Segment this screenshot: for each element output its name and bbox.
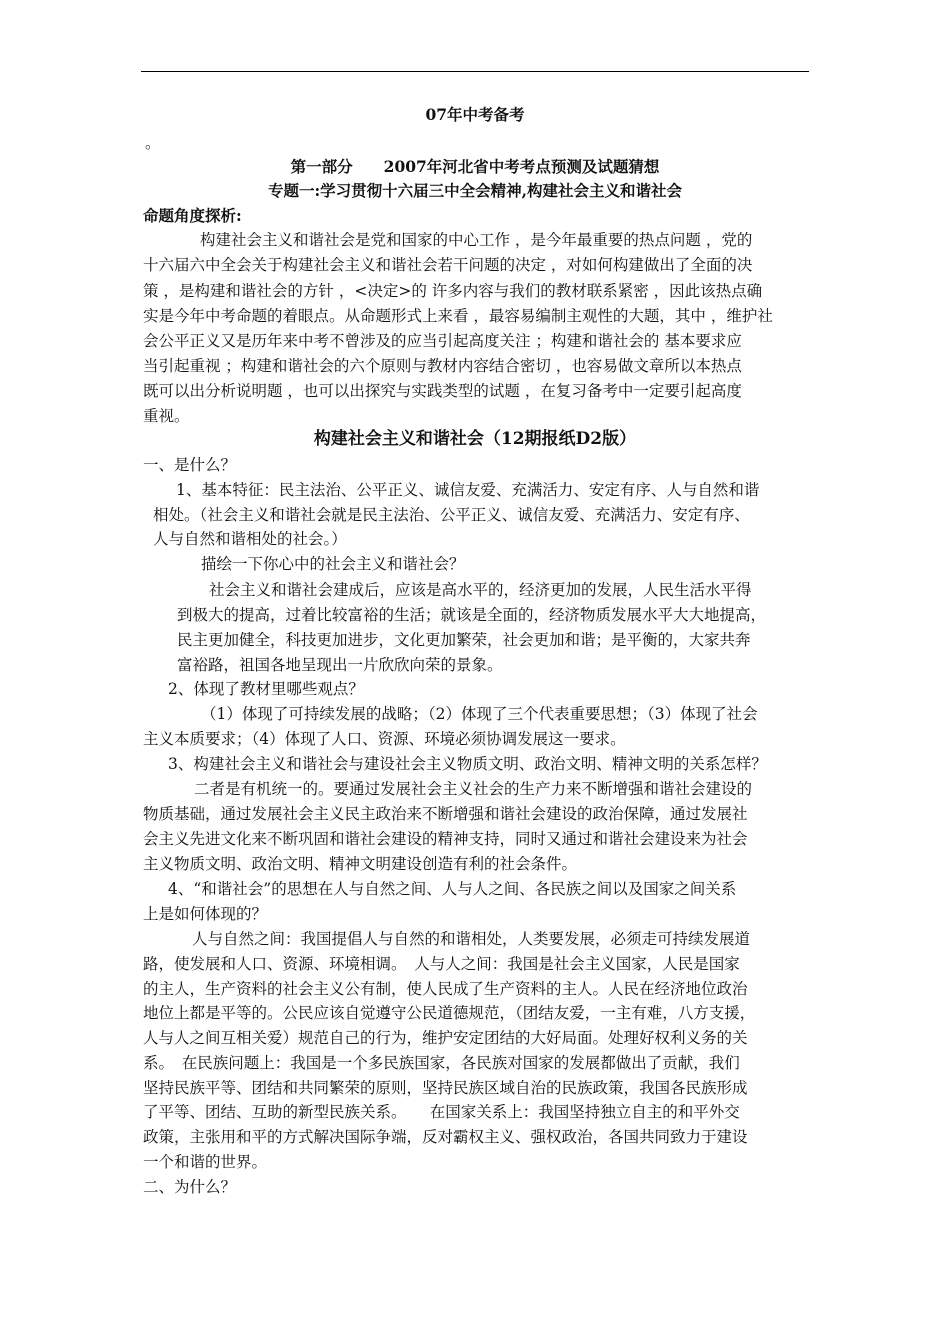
q1-heading: 一、是什么？: [143, 456, 237, 474]
describe-prompt: 描绘一下你心中的社会主义和谐社会？: [201, 555, 465, 573]
q1-4-line: 了平等、团结、互助的新型民族关系。 在国家关系上：我国坚持独立自主的和平外交: [143, 1103, 740, 1121]
q1-2-line: 主义本质要求；（4）体现了人口、资源、环境必须协调发展这一要求。: [143, 730, 626, 748]
describe-line: 社会主义和谐社会建成后，应该是高水平的，经济更加的发展，人民生活水平得: [209, 581, 752, 599]
intro-line: 实是今年中考命题的着眼点。从命题形式上来看 ，最容易编制主观性的大题，其中 ，维护社: [143, 307, 773, 325]
doc-title: 07年中考备考: [425, 105, 525, 124]
q1-4-heading: 4、“和谐社会”的思想在人与自然之间、人与人之间、各民族之间以及国家之间关系: [168, 880, 737, 898]
q1-4-line: 坚持民族平等、团结和共同繁荣的原则，坚持民族区域自治的民族政策，我国各民族形成: [143, 1079, 748, 1097]
q1-4-line: 路，使发展和人口、资源、环境相调。 人与人之间：我国是社会主义国家，人民是国家: [143, 955, 740, 973]
topic-heading: 专题一:学习贯彻十六届三中全会精神,构建社会主义和谐社会: [267, 181, 683, 200]
q1-4-heading: 上是如何体现的？: [143, 905, 268, 923]
intro-line: 重视。: [143, 407, 190, 425]
header-rule: [141, 71, 809, 72]
q1-3-line: 主义物质文明、政治文明、精神文明建设创造有利的社会条件。: [143, 855, 578, 873]
q1-4-line: 人与人之间互相关爱）规范自己的行为，维护安定团结的大好局面。处理好权利义务的关: [143, 1029, 748, 1047]
q1-3-line: 二者是有机统一的。要通过发展社会主义社会的生产力来不断增强和谐社会建设的: [194, 780, 753, 798]
q1-4-line: 一个和谐的世界。: [143, 1153, 268, 1171]
q1-3-line: 物质基础，通过发展社会主义民主政治来不断增强和谐社会建设的政治保障，通过发展社: [143, 805, 748, 823]
q1-3-heading: 3、构建社会主义和谐社会与建设社会主义物质文明、政治文明、精神文明的关系怎样？: [168, 755, 767, 773]
describe-line: 富裕路，祖国各地呈现出一片欣欣向荣的景象。: [177, 656, 503, 674]
intro-line: 十六届六中全会关于构建社会主义和谐社会若干问题的决定 ，对如何构建做出了全面的决: [143, 256, 753, 274]
q1-1-line: 相处。（社会主义和谐社会就是民主法治、公平正义、诚信友爱、充满活力、安定有序、: [153, 506, 750, 524]
q1-4-line: 地位上都是平等的。公民应该自觉遵守公民道德规范，（团结友爱，一主有难，八方支援，: [143, 1004, 756, 1022]
section-title: 构建社会主义和谐社会（12期报纸D2版）: [313, 429, 637, 449]
q1-4-line: 政策，主张用和平的方式解决国际争端，反对霸权主义、强权政治，各国共同致力于建设: [143, 1128, 748, 1146]
q1-2-heading: 2、体现了教材里哪些观点？: [168, 680, 364, 698]
intro-line: 策 ，是构建和谐社会的方针 ，<决定>的 许多内容与我们的教材联系紧密 ，因此该热点确: [143, 282, 763, 300]
q1-1-line: 1、基本特征：民主法治、公平正义、诚信友爱、充满活力、安定有序、人与自然和谐: [176, 481, 760, 499]
q1-1-line: 人与自然和谐相处的社会。）: [153, 530, 347, 548]
q1-3-line: 会主义先进文化来不断巩固和谐社会建设的精神支持，同时又通过和谐社会建设来为社会: [143, 830, 748, 848]
dot-mark: 。: [145, 134, 161, 152]
intro-line: 构建社会主义和谐社会是党和国家的中心工作 ，是今年最重要的热点问题 ，党的: [200, 231, 753, 249]
part-heading: 第一部分 2007年河北省中考考点预测及试题猜想: [290, 157, 660, 176]
analysis-label: 命题角度探析:: [143, 206, 242, 225]
intro-line: 既可以出分析说明题 ，也可以出探究与实践类型的试题 ，在复习备考中一定要引起高度: [143, 382, 742, 400]
describe-line: 民主更加健全，科技更加进步，文化更加繁荣，社会更加和谐；是平衡的，大家共奔: [177, 631, 751, 649]
describe-line: 到极大的提高，过着比较富裕的生活；就该是全面的，经济物质发展水平大大地提高，: [177, 606, 767, 624]
q1-4-line: 的主人，生产资料的社会主义公有制，使人民成了生产资料的主人。人民在经济地位政治: [143, 980, 748, 998]
intro-line: 会公平正义又是历年来中考不曾涉及的应当引起高度关注 ；构建和谐社会的 基本要求应: [143, 332, 742, 350]
q1-4-line: 人与自然之间：我国提倡人与自然的和谐相处，人类要发展，必须走可持续发展道: [192, 930, 751, 948]
q2-heading: 二、为什么？: [143, 1178, 237, 1196]
q1-2-line: （1）体现了可持续发展的战略；（2）体现了三个代表重要思想；（3）体现了社会: [201, 705, 758, 723]
q1-4-line: 系。 在民族问题上：我国是一个多民族国家，各民族对国家的发展都做出了贡献，我们: [143, 1054, 740, 1072]
intro-line: 当引起重视 ；构建和谐社会的六个原则与教材内容结合密切 ，也容易做文章所以本热点: [143, 357, 742, 375]
